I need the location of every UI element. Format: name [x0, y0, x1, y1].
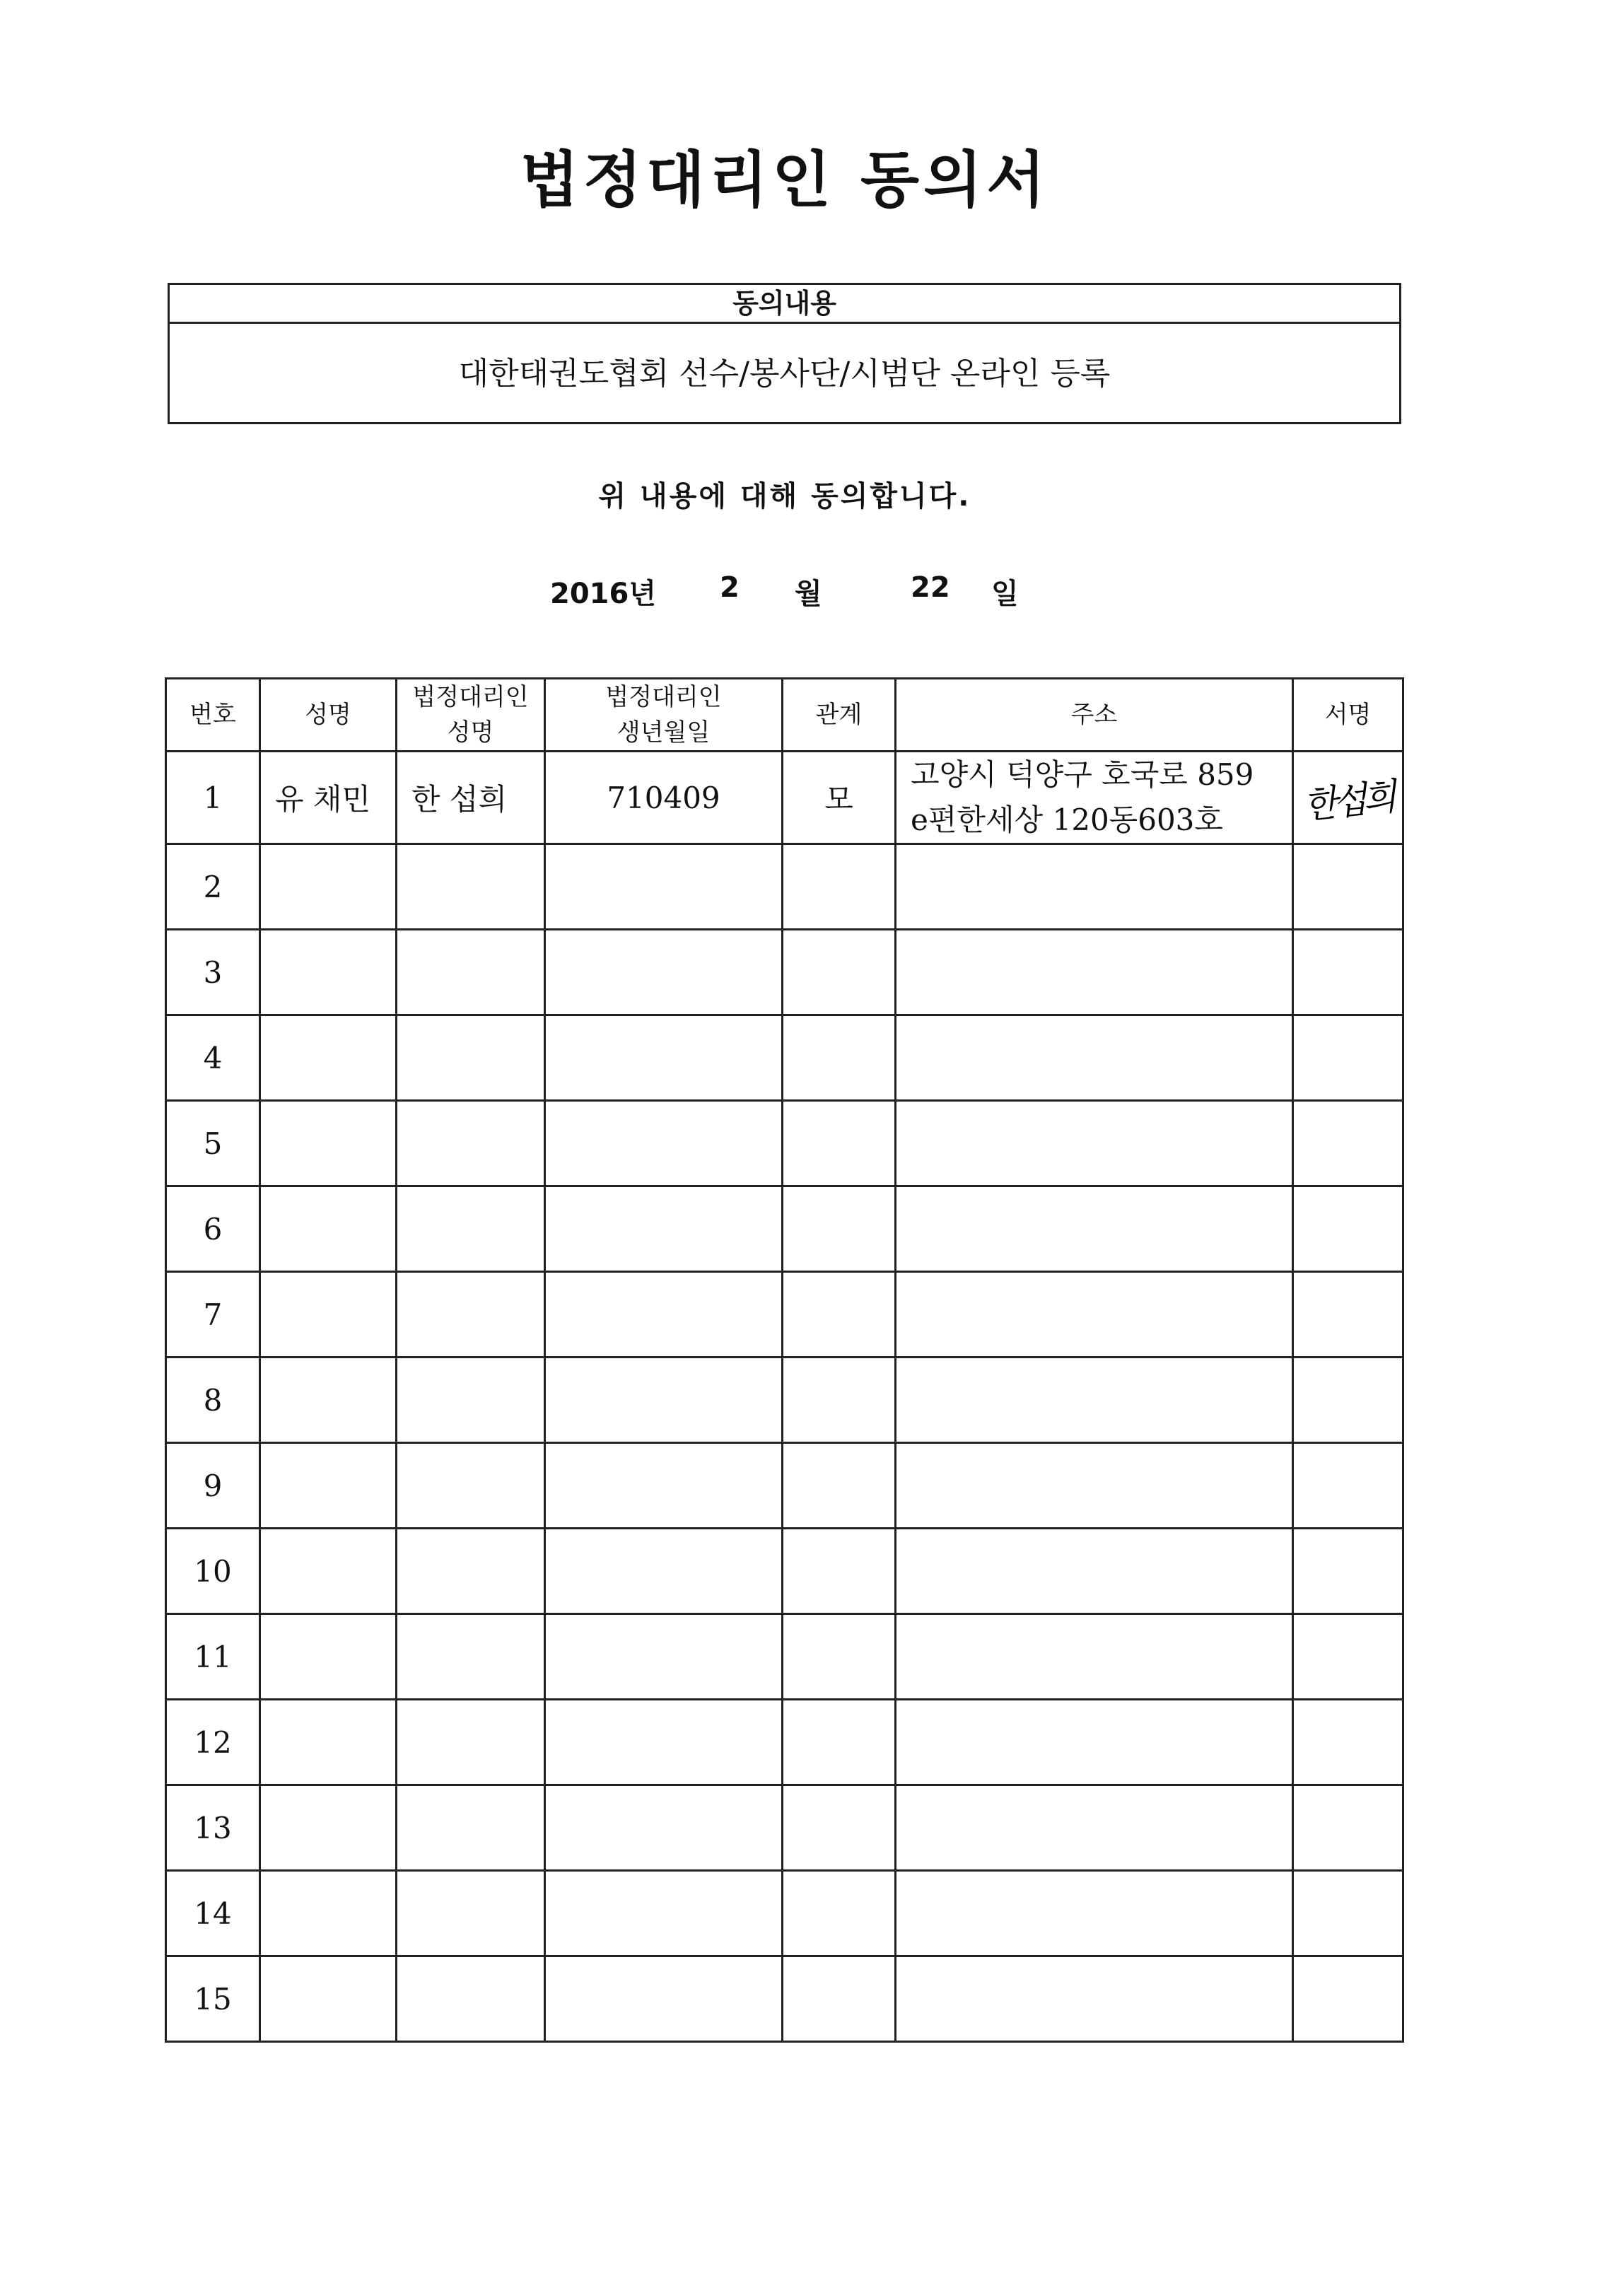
agreement-statement: 위 내용에 대해 동의합니다. [598, 480, 971, 513]
header-name: 성명 [260, 679, 397, 752]
table-row [166, 1614, 1403, 1700]
table-row [166, 1956, 1403, 2042]
cell-no: 2 [166, 844, 260, 930]
cell-name [260, 844, 397, 930]
table-row [166, 1871, 1403, 1956]
table-row [166, 1101, 1403, 1186]
consent-header: 동의내용 [170, 285, 1399, 324]
cell-rep-name [397, 1700, 545, 1785]
cell-address [896, 1529, 1293, 1614]
cell-no: 8 [166, 1358, 260, 1443]
cell-rep-birth [545, 1871, 783, 1956]
cell-rep-birth [545, 1358, 783, 1443]
cell-rep-name [397, 1443, 545, 1529]
cell-rep-birth [545, 1956, 783, 2042]
cell-signature [1293, 1529, 1403, 1614]
cell-no: 13 [166, 1785, 260, 1871]
cell-signature [1293, 1015, 1403, 1101]
cell-name [260, 1529, 397, 1614]
cell-relation [783, 1529, 896, 1614]
cell-name [260, 1443, 397, 1529]
cell-signature [1293, 752, 1403, 844]
cell-relation [783, 1443, 896, 1529]
header-no: 번호 [166, 679, 260, 752]
cell-signature [1293, 1614, 1403, 1700]
cell-relation [783, 1358, 896, 1443]
cell-rep-birth [545, 1272, 783, 1358]
cell-signature [1293, 1272, 1403, 1358]
representative-table [165, 677, 1404, 2043]
cell-rep-name [397, 1101, 545, 1186]
cell-no: 4 [166, 1015, 260, 1101]
cell-rep-name [397, 1614, 545, 1700]
document-title: 법정대리인 동의서 [520, 145, 1050, 216]
table-row [166, 1785, 1403, 1871]
cell-no: 14 [166, 1871, 260, 1956]
cell-address [896, 1186, 1293, 1272]
table-row [166, 1700, 1403, 1785]
cell-rep-birth [545, 1785, 783, 1871]
address-line-2: e편한세상 120동603호 [911, 802, 1223, 837]
cell-address [896, 1015, 1293, 1101]
cell-address [896, 1785, 1293, 1871]
cell-rep-name [397, 1871, 545, 1956]
cell-signature [1293, 1956, 1403, 2042]
cell-name [260, 1186, 397, 1272]
cell-signature [1293, 1186, 1403, 1272]
cell-address [896, 1700, 1293, 1785]
cell-rep-name [397, 1186, 545, 1272]
table-row [166, 1358, 1403, 1443]
cell-name [260, 1015, 397, 1101]
cell-relation [783, 930, 896, 1015]
address-line-1: 고양시 덕양구 호국로 859 [911, 757, 1254, 792]
cell-rep-birth [545, 1101, 783, 1186]
cell-rep-birth [545, 930, 783, 1015]
cell-address [896, 1871, 1293, 1956]
cell-address [896, 844, 1293, 930]
cell-address [896, 1443, 1293, 1529]
cell-rep-birth [545, 1700, 783, 1785]
cell-relation [783, 1186, 896, 1272]
date-month: 2 [720, 571, 740, 604]
cell-address [896, 1101, 1293, 1186]
cell-rep-name [397, 844, 545, 930]
cell-name [260, 1871, 397, 1956]
header-rep-name-line1: 법정대리인 [412, 683, 529, 711]
cell-signature [1293, 930, 1403, 1015]
handwritten-signature: 한섭희 [1302, 776, 1395, 827]
cell-signature [1293, 844, 1403, 930]
cell-relation [783, 1871, 896, 1956]
header-rep-name [397, 679, 545, 752]
cell-rep-name [397, 1015, 545, 1101]
cell-address [896, 752, 1293, 844]
cell-no: 5 [166, 1101, 260, 1186]
cell-no: 7 [166, 1272, 260, 1358]
cell-no: 6 [166, 1186, 260, 1272]
cell-address [896, 1956, 1293, 2042]
table-row [166, 1186, 1403, 1272]
cell-relation [783, 1272, 896, 1358]
table-row [166, 1529, 1403, 1614]
cell-signature [1293, 1785, 1403, 1871]
cell-name [260, 1358, 397, 1443]
cell-rep-birth [545, 1186, 783, 1272]
cell-no: 10 [166, 1529, 260, 1614]
header-rep-name-line2: 성명 [447, 718, 494, 747]
cell-rep-name [397, 1956, 545, 2042]
cell-signature [1293, 1443, 1403, 1529]
cell-no: 3 [166, 930, 260, 1015]
cell-name [260, 1785, 397, 1871]
cell-relation [783, 1956, 896, 2042]
table-header-row [166, 679, 1403, 752]
cell-rep-birth [545, 844, 783, 930]
cell-signature [1293, 1101, 1403, 1186]
cell-rep-name: 한 섭희 [397, 752, 545, 844]
cell-address [896, 1358, 1293, 1443]
cell-rep-birth: 710409 [545, 752, 783, 844]
cell-signature [1293, 1871, 1403, 1956]
cell-relation [783, 1015, 896, 1101]
cell-relation [783, 1614, 896, 1700]
cell-address [896, 1614, 1293, 1700]
header-signature: 서명 [1293, 679, 1403, 752]
header-rep-birth-line2: 생년월일 [617, 718, 711, 747]
cell-name [260, 1272, 397, 1358]
cell-no: 9 [166, 1443, 260, 1529]
table-row [166, 930, 1403, 1015]
cell-relation [783, 844, 896, 930]
cell-rep-birth [545, 1614, 783, 1700]
cell-rep-name [397, 930, 545, 1015]
cell-rep-name [397, 1272, 545, 1358]
table-row [166, 1272, 1403, 1358]
cell-no: 11 [166, 1614, 260, 1700]
cell-name: 유 채민 [260, 752, 397, 844]
table-row [166, 1015, 1403, 1101]
cell-rep-name [397, 1358, 545, 1443]
cell-relation [783, 1785, 896, 1871]
cell-rep-birth [545, 1443, 783, 1529]
cell-name [260, 930, 397, 1015]
cell-signature [1293, 1700, 1403, 1785]
cell-no: 15 [166, 1956, 260, 2042]
header-rep-birth-line1: 법정대리인 [605, 683, 722, 711]
cell-rep-birth [545, 1015, 783, 1101]
cell-relation [783, 1700, 896, 1785]
cell-rep-birth [545, 1529, 783, 1614]
date-day: 22 [911, 571, 950, 604]
date-month-label: 월 [795, 578, 822, 610]
header-relation: 관계 [783, 679, 896, 752]
cell-rep-name [397, 1785, 545, 1871]
cell-no: 1 [166, 752, 260, 844]
cell-no: 12 [166, 1700, 260, 1785]
cell-rep-name [397, 1529, 545, 1614]
date-day-label: 일 [991, 578, 1019, 610]
cell-name [260, 1614, 397, 1700]
header-address: 주소 [896, 679, 1293, 752]
cell-name [260, 1101, 397, 1186]
header-rep-birth [545, 679, 783, 752]
cell-relation [783, 1101, 896, 1186]
table-body [166, 752, 1403, 2042]
consent-box [168, 283, 1401, 424]
table-row [166, 844, 1403, 930]
cell-name [260, 1956, 397, 2042]
cell-name [260, 1700, 397, 1785]
date-year: 2016년 [550, 578, 656, 610]
consent-content: 대한태권도협회 선수/봉사단/시범단 온라인 등록 [458, 356, 1111, 392]
cell-relation: 모 [783, 752, 896, 844]
cell-signature [1293, 1358, 1403, 1443]
cell-address [896, 930, 1293, 1015]
cell-address [896, 1272, 1293, 1358]
table-row [166, 752, 1403, 844]
table-row [166, 1443, 1403, 1529]
